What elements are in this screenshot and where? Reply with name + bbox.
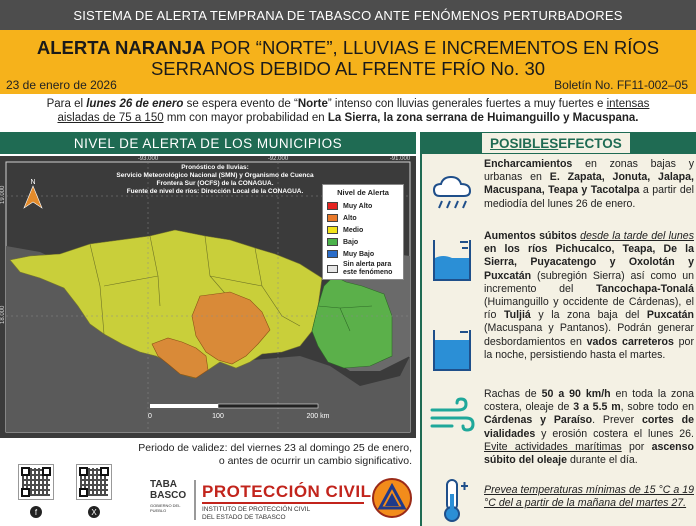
wind-icon [428,394,476,442]
effect-strong: Puxcatán [646,309,695,322]
effect-wind-waves [484,388,694,467]
intro-text: ” intenso con lluvias generales fuertes a muy fuertes e [327,98,607,110]
intro-amount: aisladas de 75 a 150 [57,112,164,124]
effect-text: . Prever [592,414,642,427]
alert-banner [0,30,696,94]
legend-item [327,224,399,236]
facebook-icon[interactable]: f [30,506,42,518]
effect-strong: Aumentos súbitos [484,230,577,242]
effect-strong: Tancochapa-Tonalá [596,282,694,295]
tabasco-logo-text-2: BASCO [150,490,187,501]
alert-title [0,37,696,79]
effect-text: por la noche, persistiendo hasta el martes. [484,335,694,361]
tabasco-logo-sub: GOBIERNO DEL PUEBLO [150,503,181,513]
legend-item [327,236,399,248]
legend-label: Muy Bajo [343,250,375,258]
map-note-line: Pronóstico de lluvias: [181,164,249,171]
legend-label: Muy Alto [343,202,373,210]
effect-strong: Encharcamientos [484,158,573,170]
alert-line1: POR “NORTE”, LLUVIAS E INCREMENTOS EN RÍOS [205,37,660,58]
north-label: N [30,179,36,186]
effect-text: Rachas de [484,388,542,400]
map-note-line: Frontera Sur (OCFS) de la CONAGUA. [156,180,274,187]
pc-sub-line: DEL ESTADO DE TABASCO [202,514,286,521]
effects-header [422,132,696,154]
system-title: SISTEMA DE ALERTA TEMPRANA DE TABASCO ANTE FENÓMENOS PERTURBADORES [73,7,623,23]
effects-title-u: POSIBLES [490,135,559,151]
validity-note [0,442,412,468]
effect-text: (Macuspana y Pantanos). Podrán generar desbordamientos en [484,322,694,348]
map-note-line: Servicio Meteorológico Nacional (SMN) y Organismo de Cuenca [116,172,314,179]
system-title-bar [0,0,696,30]
water-level-high-icon [428,326,476,374]
map-legend [322,184,404,280]
effect-text: y erosión costera el lunes 26. [535,427,694,440]
lat-label: 19.000 [0,185,6,204]
legend-label: Alto [343,214,357,222]
effect-text: (subregión Sierra) así como un incremento del [484,269,694,295]
legend-label: Medio [343,226,364,234]
effect-river-rise [484,230,694,362]
water-level-rising-icon [428,236,476,284]
intro-day: lunes 26 de enero [86,98,184,110]
legend-label: Sin alerta para este fenómeno [343,261,393,276]
issue-date: 23 de enero de 2026 [6,78,117,92]
effect-strong: 50 a 90 km/h [541,388,611,400]
effect-text: a partir del mediodía del lunes 26 de enero. [484,184,695,210]
qr-code-x[interactable] [76,464,112,500]
validity-line: Periodo de validez: del viernes 23 al domingo 25 de enero, [138,442,412,454]
x-icon[interactable]: X [88,506,100,518]
tabasco-logo-text-1: TABA [150,479,178,490]
lon-label: -91.000 [389,156,411,162]
legend-swatch [327,250,338,258]
legend-swatch [327,226,338,234]
alert-level: ALERTA NARANJA [36,37,206,58]
legend-swatch [327,202,338,210]
effect-flooding [484,158,694,211]
proteccion-civil-title: PROTECCIÓN CIVIL [202,482,372,501]
legend-swatch [327,265,338,273]
legend-item [327,212,399,224]
legend-item [327,200,399,212]
thermometer-icon [428,476,476,524]
forecast-intro [0,97,696,125]
rain-cloud-icon [428,170,476,218]
intro-text: mm con mayor probabilidad en [163,112,328,124]
scale-label: 200 km [306,413,330,420]
effect-strong: ascenso súbito del oleaje [484,440,695,467]
lat-label: 18.000 [0,305,6,324]
lon-label: -93.000 [137,156,159,162]
legend-title: Nivel de Alerta [337,188,389,197]
map-section-label: NIVEL DE ALERTA DE LOS MUNICIPIOS [73,135,343,151]
bulletin-number: Boletín No. FF11-002–05 [554,78,688,92]
pc-sub-line: INSTITUTO DE PROTECCIÓN CIVIL [202,506,311,513]
effect-text: (Huimanguillo y occidente de Cárdenas), el río [484,296,694,322]
effect-text: y la zona baja del [530,309,647,322]
effect-strong: 3 a 5.5 m [573,401,621,414]
effects-title [482,133,630,153]
intro-text: se espera evento de “ [183,98,298,110]
effects-title-rest: EFECTOS [558,135,622,151]
legend-swatch [327,214,338,222]
intro-intensas: intensas [606,98,650,110]
proteccion-civil-subtitle [202,502,364,522]
effect-underline: desde la tarde del lunes [580,230,694,242]
effect-text: por [621,440,652,453]
validity-line: o antes de ocurrir un cambio significativo. [218,455,412,467]
scale-label: 100 [212,413,224,420]
map-source-note [100,164,330,196]
effect-text: durante el día. [567,454,638,467]
legend-label: Bajo [343,238,359,246]
effect-strong: en los ríos Pichucalco, Teapa, De la Sierra, Puyacatengo y Oxolotán y Puxcatán [484,243,694,282]
intro-places: La Sierra, la zona serrana de Huimanguillo y Macuspana. [327,112,639,124]
effects-panel [420,132,696,526]
legend-item [327,260,399,278]
map-section-title [0,132,416,154]
footer-divider [194,480,196,520]
effect-strong: Tuljiá [503,309,531,322]
qr-code-facebook[interactable] [18,464,54,500]
alert-line2: SERRANOS DEBIDO AL FRENTE FRÍO No. 30 [150,58,546,79]
effect-strong: E. Zapata, Jonuta, Jalapa, Macuspana, Teapa y Tacotalpa [484,171,694,197]
intro-norte: Norte [297,98,328,110]
effect-temperature [484,484,694,510]
effect-text: en zonas bajas y urbanas en [484,158,694,184]
tabasco-logo [150,480,194,520]
effect-text: , sobre todo en [620,401,694,414]
effect-strong: Cárdenas y Paraíso [484,414,593,427]
effect-strong: vados carreteros [586,335,674,348]
effect-strong: cortes de vialidades [484,414,694,440]
effect-text: en toda la zona costera, oleaje de [484,388,694,414]
legend-item [327,248,399,260]
legend-swatch [327,238,338,246]
proteccion-civil-emblem-icon [372,478,412,518]
effect-underline: Prevea temperaturas mínimas de 15 °C a 19 °C del a partir de la mañana del martes 27. [484,484,694,510]
effect-underline: Evite actividades marítimas [484,440,622,453]
intro-text: Para el [46,98,87,110]
map-note-line: Fuente de nivel de ríos: Dirección Local de la CONAGUA. [126,188,304,195]
alert-map [0,156,416,438]
scale-label: 0 [148,413,152,420]
lon-label: -92.000 [267,156,289,162]
